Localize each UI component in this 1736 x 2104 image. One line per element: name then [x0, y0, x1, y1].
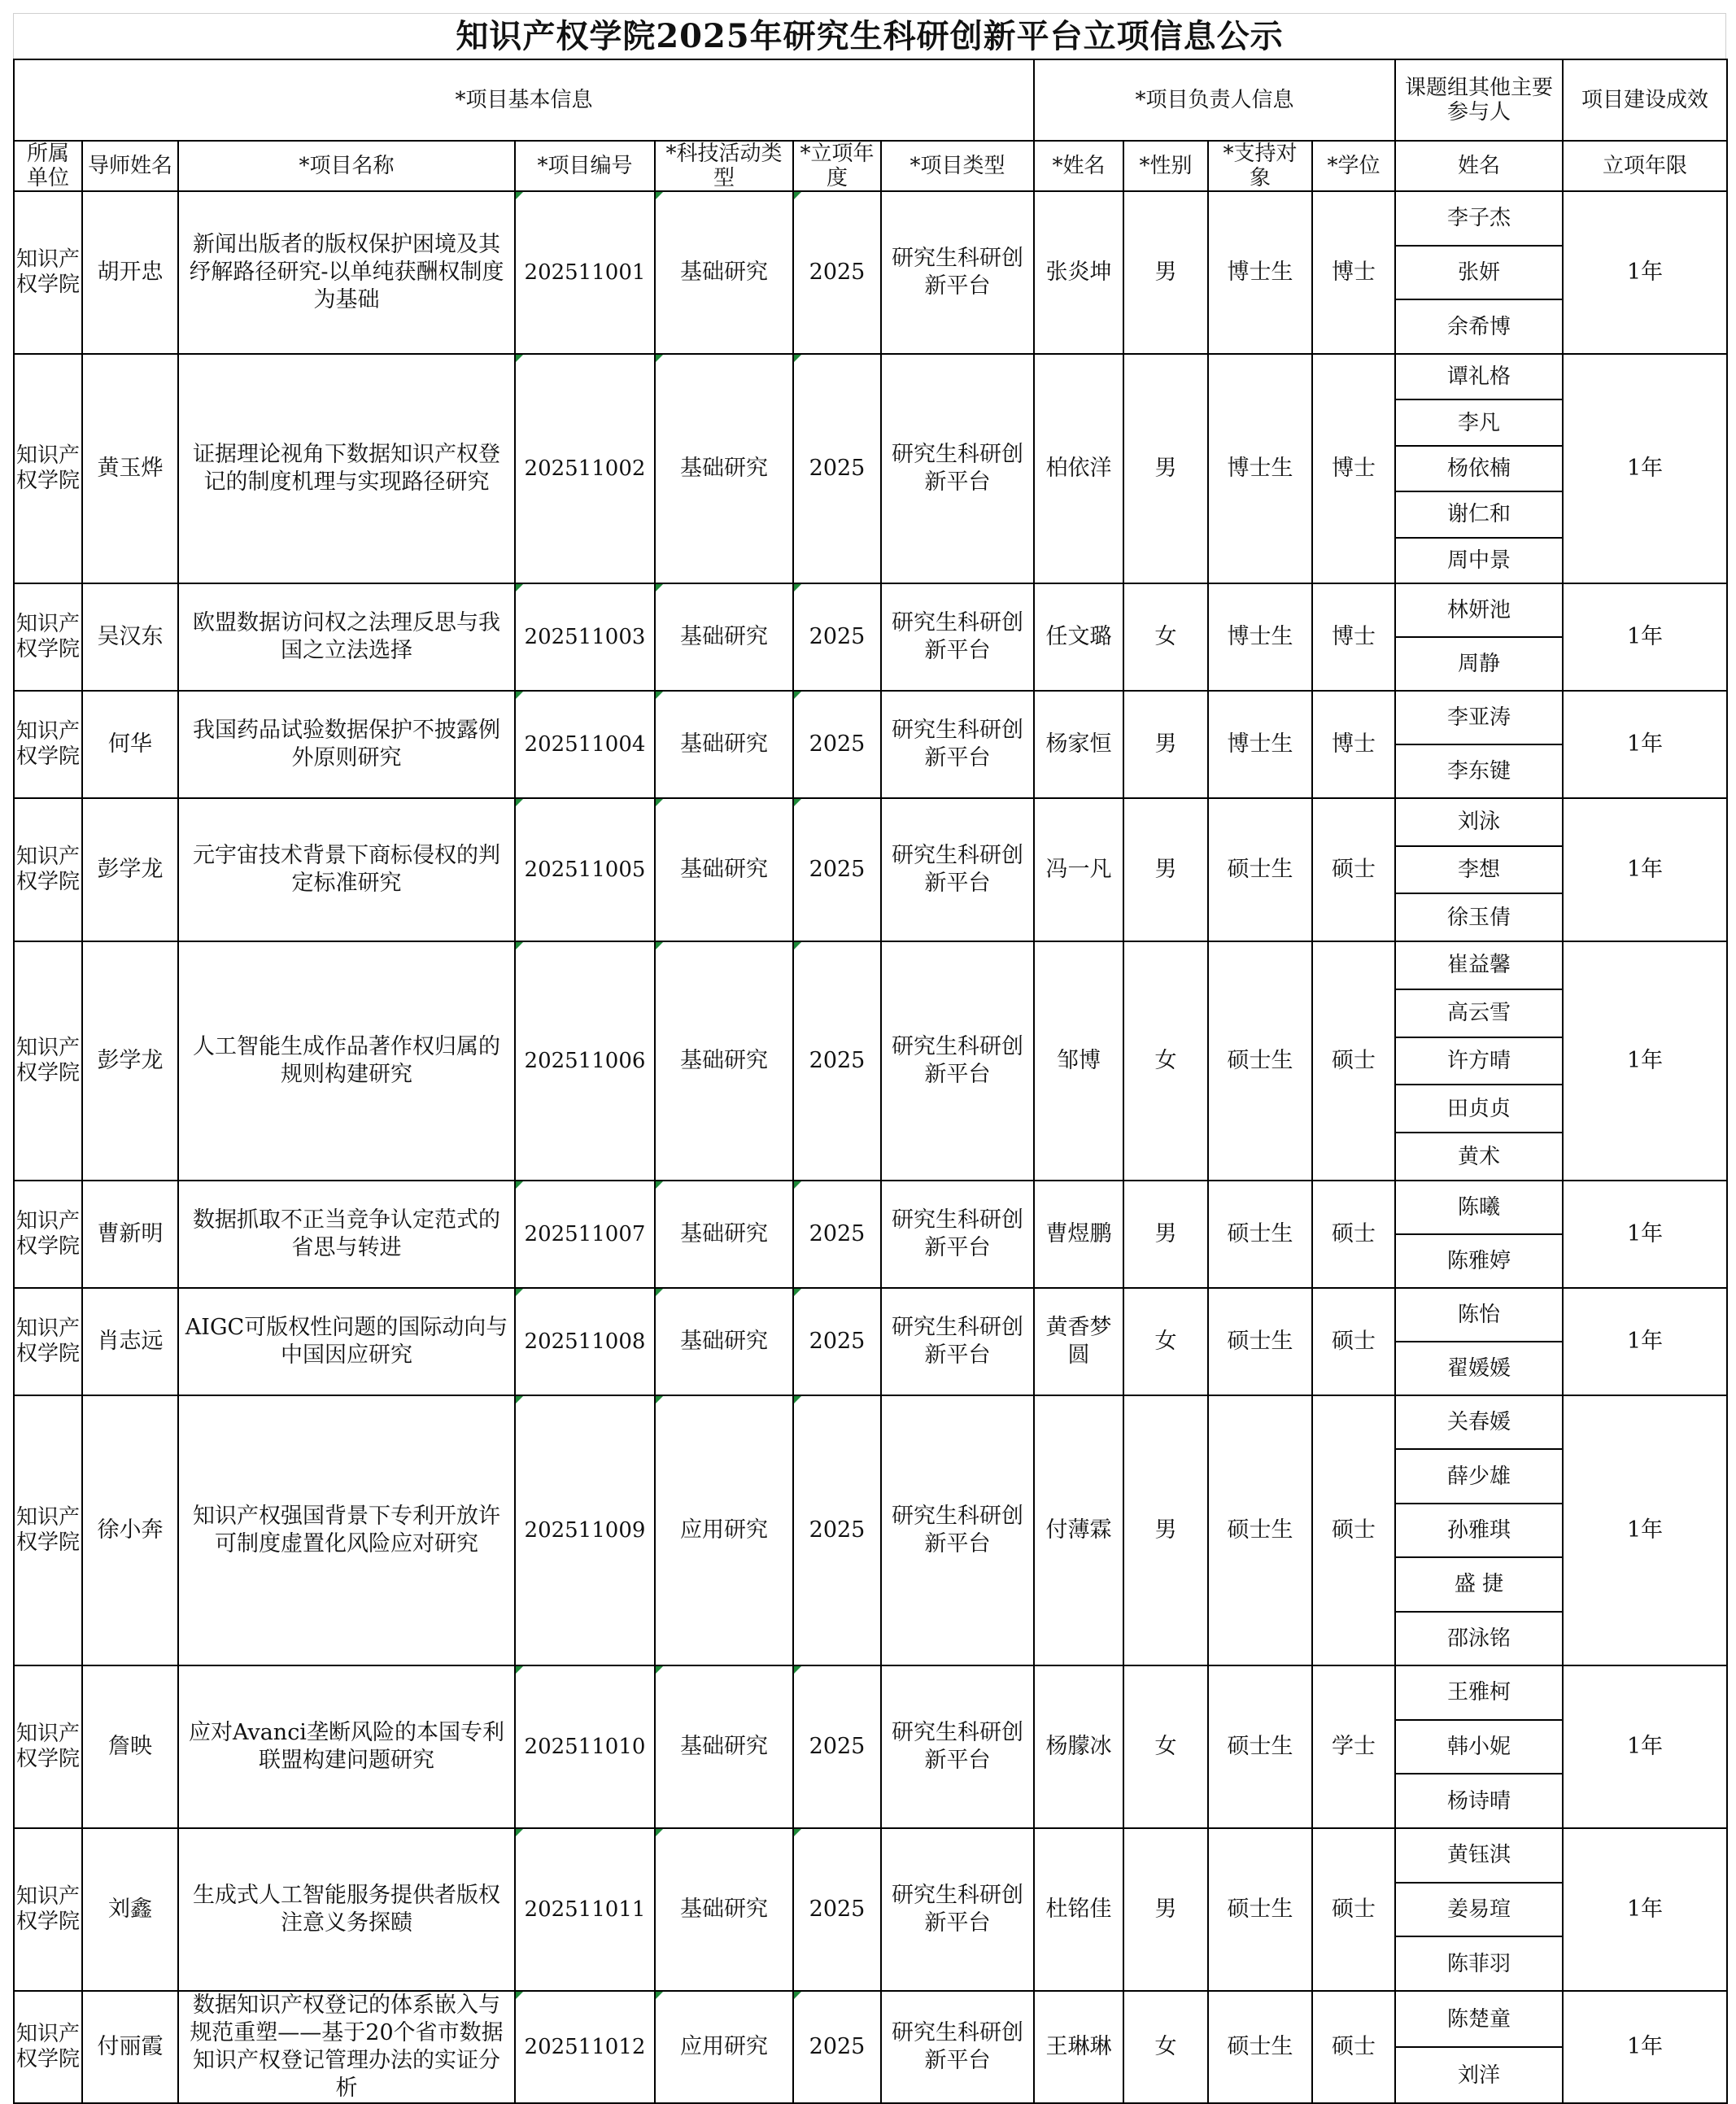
member-name: 关春媛 [1396, 1396, 1562, 1450]
member-name: 翟媛媛 [1447, 1356, 1511, 1381]
page-title: 知识产权学院2025年研究生科研创新平台立项信息公示 [13, 13, 1726, 59]
cell-support: 硕士生 [1208, 1828, 1312, 1991]
member-list [1396, 192, 1562, 353]
col-support: *支持对象 [1208, 141, 1312, 191]
cell-gender: 男 [1123, 191, 1208, 354]
cell-degree: 博士 [1312, 191, 1395, 354]
table-row [14, 1288, 1727, 1395]
member-name: 姜易瑄 [1396, 1884, 1562, 1938]
cell-year: 2025 [793, 1991, 881, 2103]
table-row [14, 354, 1727, 583]
cell-support: 硕士生 [1208, 1665, 1312, 1828]
cell-members [1395, 1288, 1563, 1395]
cell-project-name: 我国药品试验数据保护不披露例外原则研究 [178, 691, 515, 798]
cell-project-type: 研究生科研创新平台 [881, 1828, 1034, 1991]
cell-project-name: 应对Avanci垄断风险的本国专利联盟构建问题研究 [178, 1665, 515, 1828]
member-name: 王雅柯 [1396, 1666, 1562, 1721]
cell-degree: 硕士 [1312, 941, 1395, 1181]
member-name: 陈雅婷 [1447, 1249, 1511, 1273]
header-members: 课题组其他主要参与人 [1395, 59, 1563, 141]
cell-members [1395, 1665, 1563, 1828]
col-unit: 所属单位 [14, 141, 82, 191]
cell-advisor: 胡开忠 [82, 191, 178, 354]
cell-year: 2025 [793, 191, 881, 354]
cell-members [1395, 691, 1563, 798]
col-member-name: 姓名 [1395, 141, 1563, 191]
cell-gender: 男 [1123, 1828, 1208, 1991]
cell-project-code: 202511004 [515, 691, 655, 798]
cell-degree: 硕士 [1312, 1181, 1395, 1288]
cell-advisor: 詹映 [82, 1665, 178, 1828]
cell-project-type: 研究生科研创新平台 [881, 941, 1034, 1181]
cell-year: 2025 [793, 1395, 881, 1665]
member-name: 徐玉倩 [1447, 905, 1511, 930]
cell-project-code: 202511003 [515, 583, 655, 691]
cell-unit: 知识产权学院 [14, 1665, 82, 1828]
cell-duration: 1年 [1563, 798, 1727, 941]
cell-year: 2025 [793, 691, 881, 798]
cell-members [1395, 354, 1563, 583]
member-name: 田贞贞 [1396, 1085, 1562, 1133]
cell-category: 基础研究 [655, 691, 793, 798]
member-name: 李东键 [1447, 759, 1511, 784]
cell-unit: 知识产权学院 [14, 798, 82, 941]
cell-advisor: 吴汉东 [82, 583, 178, 691]
cell-duration: 1年 [1563, 691, 1727, 798]
cell-advisor: 何华 [82, 691, 178, 798]
member-name: 陈怡 [1396, 1289, 1562, 1342]
cell-members [1395, 583, 1563, 691]
cell-unit: 知识产权学院 [14, 941, 82, 1181]
cell-category: 基础研究 [655, 583, 793, 691]
cell-advisor: 彭学龙 [82, 798, 178, 941]
cell-project-type: 研究生科研创新平台 [881, 354, 1034, 583]
cell-project-name: 欧盟数据访问权之法理反思与我国之立法选择 [178, 583, 515, 691]
cell-gender: 男 [1123, 798, 1208, 941]
table-row [14, 1665, 1727, 1828]
cell-gender: 女 [1123, 583, 1208, 691]
cell-project-code: 202511005 [515, 798, 655, 941]
cell-advisor: 黄玉烨 [82, 354, 178, 583]
cell-year: 2025 [793, 1288, 881, 1395]
member-name: 周静 [1458, 652, 1501, 676]
cell-unit: 知识产权学院 [14, 583, 82, 691]
col-duration: 立项年限 [1563, 141, 1727, 191]
member-name: 黄钰淇 [1396, 1829, 1562, 1884]
cell-unit: 知识产权学院 [14, 691, 82, 798]
member-name: 李子杰 [1396, 192, 1562, 247]
member-name: 薛少雄 [1396, 1450, 1562, 1504]
header-result: 项目建设成效 [1563, 59, 1727, 141]
cell-duration: 1年 [1563, 191, 1727, 354]
cell-year: 2025 [793, 1181, 881, 1288]
member-name: 高云雪 [1396, 990, 1562, 1038]
cell-members [1395, 1181, 1563, 1288]
cell-duration: 1年 [1563, 354, 1727, 583]
cell-project-name: 数据抓取不正当竞争认定范式的省思与转进 [178, 1181, 515, 1288]
member-list [1396, 1992, 1562, 2102]
member-name: 崔益馨 [1396, 942, 1562, 990]
member-name: 孙雅琪 [1396, 1504, 1562, 1558]
cell-project-code: 202511012 [515, 1991, 655, 2103]
cell-advisor: 肖志远 [82, 1288, 178, 1395]
cell-leader-name: 杨朦冰 [1034, 1665, 1123, 1828]
cell-gender: 男 [1123, 1181, 1208, 1288]
table-row [14, 1991, 1727, 2103]
cell-project-type: 研究生科研创新平台 [881, 1665, 1034, 1828]
cell-category: 基础研究 [655, 191, 793, 354]
member-list [1396, 1396, 1562, 1665]
table-row [14, 691, 1727, 798]
cell-project-name: 元宇宙技术背景下商标侵权的判定标准研究 [178, 798, 515, 941]
cell-project-type: 研究生科研创新平台 [881, 1991, 1034, 2103]
cell-support: 硕士生 [1208, 1181, 1312, 1288]
cell-support: 博士生 [1208, 691, 1312, 798]
cell-category: 基础研究 [655, 1665, 793, 1828]
cell-support: 博士生 [1208, 191, 1312, 354]
cell-members [1395, 798, 1563, 941]
cell-year: 2025 [793, 798, 881, 941]
cell-degree: 学士 [1312, 1665, 1395, 1828]
cell-unit: 知识产权学院 [14, 1828, 82, 1991]
cell-project-code: 202511011 [515, 1828, 655, 1991]
cell-project-type: 研究生科研创新平台 [881, 798, 1034, 941]
cell-unit: 知识产权学院 [14, 1991, 82, 2103]
member-list [1396, 355, 1562, 583]
cell-advisor: 彭学龙 [82, 941, 178, 1181]
cell-advisor: 曹新明 [82, 1181, 178, 1288]
cell-leader-name: 邹博 [1034, 941, 1123, 1181]
cell-support: 硕士生 [1208, 1288, 1312, 1395]
member-name: 盛 捷 [1396, 1558, 1562, 1612]
cell-members [1395, 1991, 1563, 2103]
member-name: 杨诗晴 [1447, 1788, 1511, 1814]
col-degree: *学位 [1312, 141, 1395, 191]
member-list [1396, 1289, 1562, 1395]
cell-category: 基础研究 [655, 354, 793, 583]
cell-leader-name: 付薄霖 [1034, 1395, 1123, 1665]
header-leader-info: *项目负责人信息 [1034, 59, 1395, 141]
cell-category: 基础研究 [655, 941, 793, 1181]
member-name: 刘泳 [1396, 799, 1562, 847]
member-name: 谭礼格 [1396, 355, 1562, 400]
cell-support: 硕士生 [1208, 941, 1312, 1181]
cell-unit: 知识产权学院 [14, 1395, 82, 1665]
cell-members [1395, 941, 1563, 1181]
cell-project-code: 202511008 [515, 1288, 655, 1395]
project-table [13, 59, 1728, 2104]
cell-year: 2025 [793, 1828, 881, 1991]
member-name: 陈菲羽 [1447, 1951, 1511, 1976]
table-row [14, 1181, 1727, 1288]
cell-degree: 硕士 [1312, 1288, 1395, 1395]
cell-category: 基础研究 [655, 1181, 793, 1288]
member-list [1396, 1666, 1562, 1827]
member-list [1396, 1829, 1562, 1990]
cell-degree: 博士 [1312, 691, 1395, 798]
cell-support: 硕士生 [1208, 798, 1312, 941]
member-list [1396, 1181, 1562, 1287]
cell-gender: 男 [1123, 1395, 1208, 1665]
cell-project-type: 研究生科研创新平台 [881, 583, 1034, 691]
cell-unit: 知识产权学院 [14, 1288, 82, 1395]
header-group-row [14, 59, 1727, 141]
cell-members [1395, 1828, 1563, 1991]
cell-project-code: 202511001 [515, 191, 655, 354]
cell-duration: 1年 [1563, 1665, 1727, 1828]
header-basic-info: *项目基本信息 [14, 59, 1034, 141]
cell-leader-name: 黄香梦圆 [1034, 1288, 1123, 1395]
cell-leader-name: 杨家恒 [1034, 691, 1123, 798]
member-name: 张妍 [1396, 247, 1562, 301]
member-name: 余希博 [1447, 314, 1511, 339]
table-row [14, 1828, 1727, 1991]
cell-degree: 博士 [1312, 583, 1395, 691]
cell-gender: 女 [1123, 1991, 1208, 2103]
member-name: 谢仁和 [1396, 492, 1562, 538]
cell-support: 博士生 [1208, 354, 1312, 583]
member-list [1396, 799, 1562, 941]
member-name: 李想 [1396, 847, 1562, 895]
cell-duration: 1年 [1563, 1288, 1727, 1395]
member-name: 李亚涛 [1396, 692, 1562, 745]
cell-members [1395, 1395, 1563, 1665]
cell-support: 博士生 [1208, 583, 1312, 691]
cell-leader-name: 杜铭佳 [1034, 1828, 1123, 1991]
cell-category: 应用研究 [655, 1991, 793, 2103]
col-gender: *性别 [1123, 141, 1208, 191]
cell-project-code: 202511002 [515, 354, 655, 583]
member-name: 陈楚童 [1396, 1992, 1562, 2048]
col-project-code: *项目编号 [515, 141, 655, 191]
member-name: 刘洋 [1458, 2063, 1501, 2088]
cell-project-code: 202511007 [515, 1181, 655, 1288]
cell-duration: 1年 [1563, 1828, 1727, 1991]
cell-gender: 女 [1123, 941, 1208, 1181]
cell-leader-name: 冯一凡 [1034, 798, 1123, 941]
cell-project-type: 研究生科研创新平台 [881, 691, 1034, 798]
member-name: 韩小妮 [1396, 1721, 1562, 1775]
table-row [14, 798, 1727, 941]
cell-unit: 知识产权学院 [14, 191, 82, 354]
member-name: 黄术 [1458, 1144, 1501, 1169]
table-row [14, 583, 1727, 691]
cell-project-code: 202511010 [515, 1665, 655, 1828]
cell-project-name: 新闻出版者的版权保护困境及其纾解路径研究-以单纯获酬权制度为基础 [178, 191, 515, 354]
cell-degree: 硕士 [1312, 1395, 1395, 1665]
cell-advisor: 徐小奔 [82, 1395, 178, 1665]
cell-duration: 1年 [1563, 941, 1727, 1181]
cell-gender: 男 [1123, 354, 1208, 583]
cell-degree: 硕士 [1312, 1991, 1395, 2103]
member-name: 邵泳铭 [1447, 1626, 1511, 1651]
col-category: *科技活动类型 [655, 141, 793, 191]
cell-category: 基础研究 [655, 1288, 793, 1395]
cell-project-name: 知识产权强国背景下专利开放许可制度虚置化风险应对研究 [178, 1395, 515, 1665]
cell-duration: 1年 [1563, 1395, 1727, 1665]
cell-project-code: 202511009 [515, 1395, 655, 1665]
cell-support: 硕士生 [1208, 1395, 1312, 1665]
cell-project-name: 数据知识产权登记的体系嵌入与规范重塑——基于20个省市数据知识产权登记管理办法的实证分析 [178, 1991, 515, 2103]
member-list [1396, 584, 1562, 690]
cell-project-type: 研究生科研创新平台 [881, 1181, 1034, 1288]
cell-unit: 知识产权学院 [14, 354, 82, 583]
member-name: 杨依楠 [1396, 447, 1562, 492]
cell-degree: 硕士 [1312, 1828, 1395, 1991]
cell-project-type: 研究生科研创新平台 [881, 1395, 1034, 1665]
cell-category: 基础研究 [655, 798, 793, 941]
cell-gender: 男 [1123, 691, 1208, 798]
cell-leader-name: 王琳琳 [1034, 1991, 1123, 2103]
header-column-row [14, 141, 1727, 191]
cell-project-name: AIGC可版权性问题的国际动向与中国因应研究 [178, 1288, 515, 1395]
cell-duration: 1年 [1563, 1181, 1727, 1288]
col-advisor: 导师姓名 [82, 141, 178, 191]
cell-support: 硕士生 [1208, 1991, 1312, 2103]
table-row [14, 941, 1727, 1181]
cell-year: 2025 [793, 583, 881, 691]
col-project-type: *项目类型 [881, 141, 1034, 191]
cell-project-name: 人工智能生成作品著作权归属的规则构建研究 [178, 941, 515, 1181]
cell-degree: 硕士 [1312, 798, 1395, 941]
table-body [14, 191, 1727, 2103]
cell-project-type: 研究生科研创新平台 [881, 1288, 1034, 1395]
cell-unit: 知识产权学院 [14, 1181, 82, 1288]
cell-category: 基础研究 [655, 1828, 793, 1991]
cell-leader-name: 曹煜鹏 [1034, 1181, 1123, 1288]
table-row [14, 1395, 1727, 1665]
table-row [14, 191, 1727, 354]
cell-leader-name: 柏依洋 [1034, 354, 1123, 583]
cell-year: 2025 [793, 1665, 881, 1828]
member-list [1396, 942, 1562, 1180]
cell-gender: 女 [1123, 1665, 1208, 1828]
col-year: *立项年度 [793, 141, 881, 191]
col-project-name: *项目名称 [178, 141, 515, 191]
member-name: 李凡 [1396, 400, 1562, 446]
cell-duration: 1年 [1563, 1991, 1727, 2103]
cell-project-code: 202511006 [515, 941, 655, 1181]
member-name: 陈曦 [1396, 1181, 1562, 1235]
cell-project-name: 生成式人工智能服务提供者版权注意义务探赜 [178, 1828, 515, 1991]
member-name: 许方晴 [1396, 1038, 1562, 1086]
member-name: 林妍池 [1396, 584, 1562, 638]
cell-degree: 博士 [1312, 354, 1395, 583]
spreadsheet [13, 13, 1726, 2104]
cell-advisor: 刘鑫 [82, 1828, 178, 1991]
cell-gender: 女 [1123, 1288, 1208, 1395]
member-list [1396, 692, 1562, 797]
cell-project-type: 研究生科研创新平台 [881, 191, 1034, 354]
cell-year: 2025 [793, 354, 881, 583]
cell-leader-name: 张炎坤 [1034, 191, 1123, 354]
cell-advisor: 付丽霞 [82, 1991, 178, 2103]
col-leader-name: *姓名 [1034, 141, 1123, 191]
cell-year: 2025 [793, 941, 881, 1181]
cell-duration: 1年 [1563, 583, 1727, 691]
cell-leader-name: 任文璐 [1034, 583, 1123, 691]
cell-category: 应用研究 [655, 1395, 793, 1665]
cell-members [1395, 191, 1563, 354]
member-name: 周中景 [1447, 548, 1511, 573]
cell-project-name: 证据理论视角下数据知识产权登记的制度机理与实现路径研究 [178, 354, 515, 583]
